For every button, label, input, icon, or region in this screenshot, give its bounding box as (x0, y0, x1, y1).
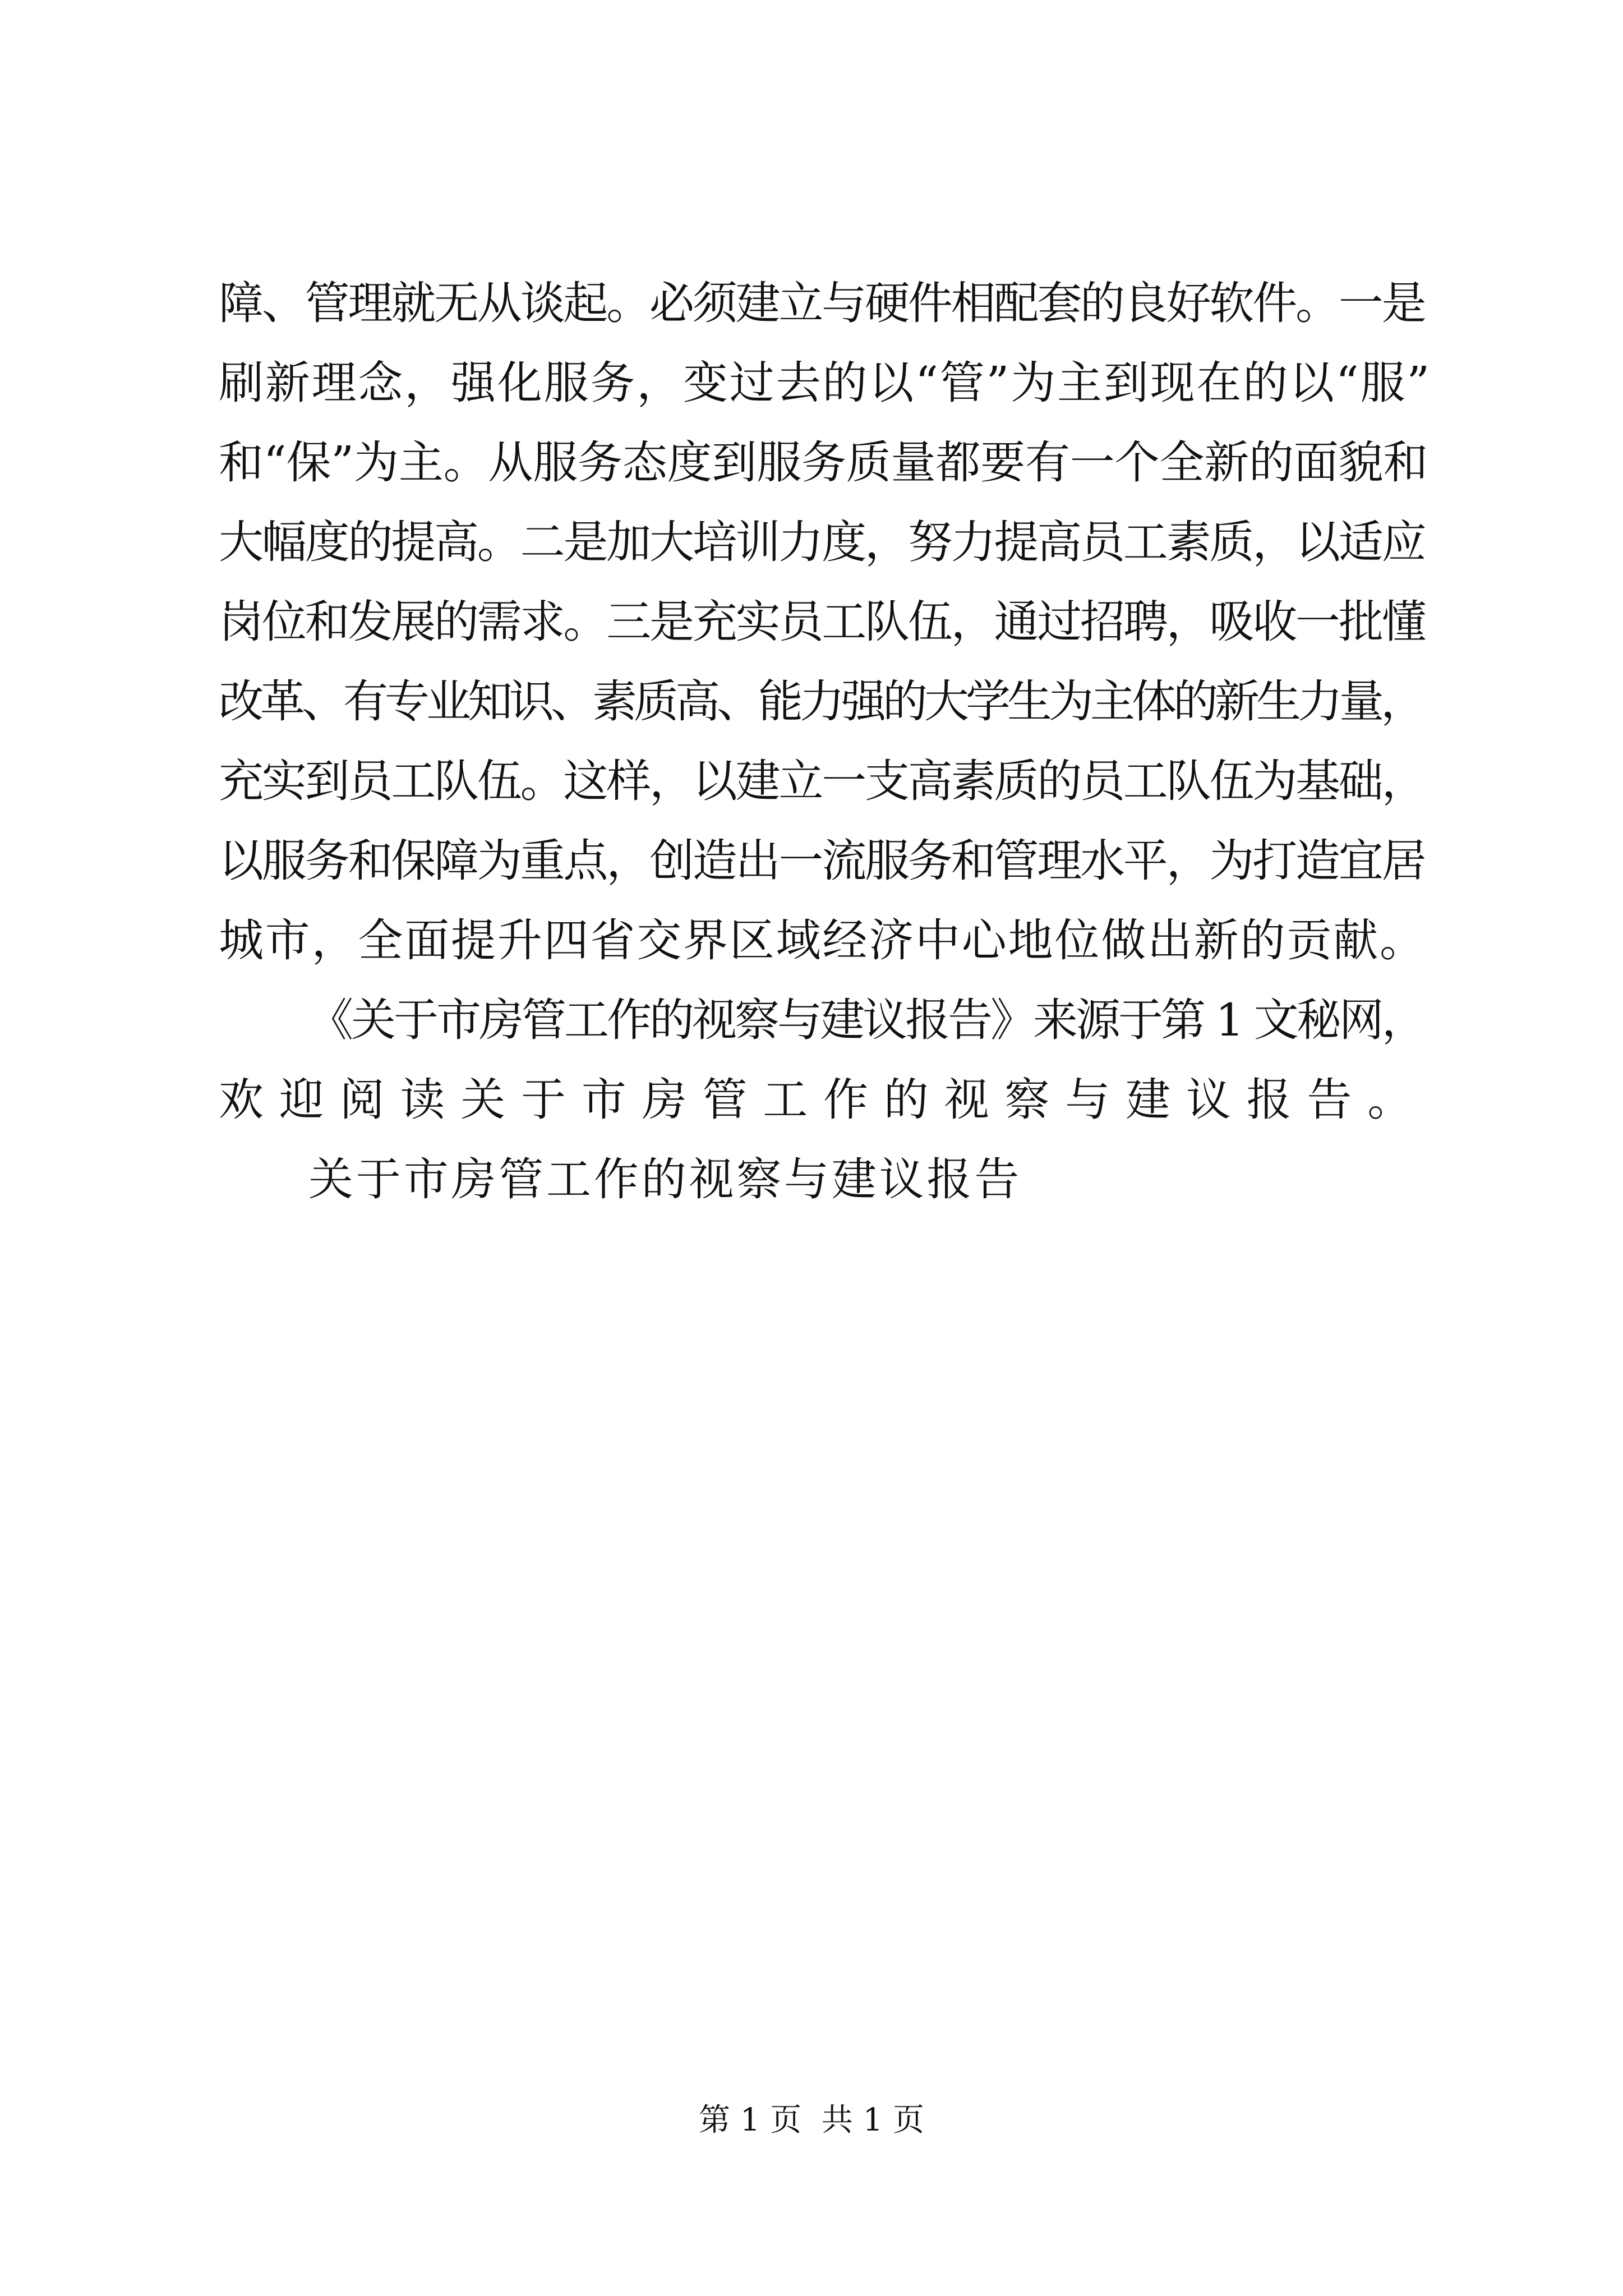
paragraph-line: 改革、有专业知识、素质高、能力强的大学生为主体的新生力量， (219, 675, 1422, 728)
paragraph-line: 和“保”为主。从服务态度到服务质量都要有一个全新的面貌和 (219, 436, 1428, 489)
page-footer (0, 2101, 1623, 2140)
paragraph-line: 岗位和发展的需求。三是充实员工队伍，通过招聘，吸收一批懂 (219, 596, 1425, 648)
paragraph-line: 障、管理就无从谈起。必须建立与硬件相配套的良好软件。一是 (219, 277, 1425, 329)
document-title-line: 关于市房管工作的视察与建议报告 (308, 1153, 1022, 1205)
source-note-line: 《关于市房管工作的视察与建议报告》来源于第 1 文秘网， (308, 994, 1424, 1046)
page-number: 第 1 页 共 1 页 (698, 2102, 925, 2138)
paragraph-line: 城市，全面提升四省交界区域经济中心地位做出新的贡献。 (219, 914, 1426, 967)
paragraph-line: 以服务和保障为重点，创造出一流服务和管理水平，为打造宜居 (219, 835, 1425, 887)
document-body (219, 264, 1436, 1220)
paragraph-line: 大幅度的提高。二是加大培训力度，努力提高员工素质，以适应 (219, 516, 1425, 568)
paragraph-line: 充实到员工队伍。这样，以建立一支高素质的员工队伍为基础， (219, 755, 1425, 807)
source-note-line: 欢迎阅读关于市房管工作的视察与建议报告。 (219, 1074, 1428, 1126)
paragraph-line: 刷新理念，强化服务，变过去的以“管”为主到现在的以“服” (219, 357, 1431, 409)
